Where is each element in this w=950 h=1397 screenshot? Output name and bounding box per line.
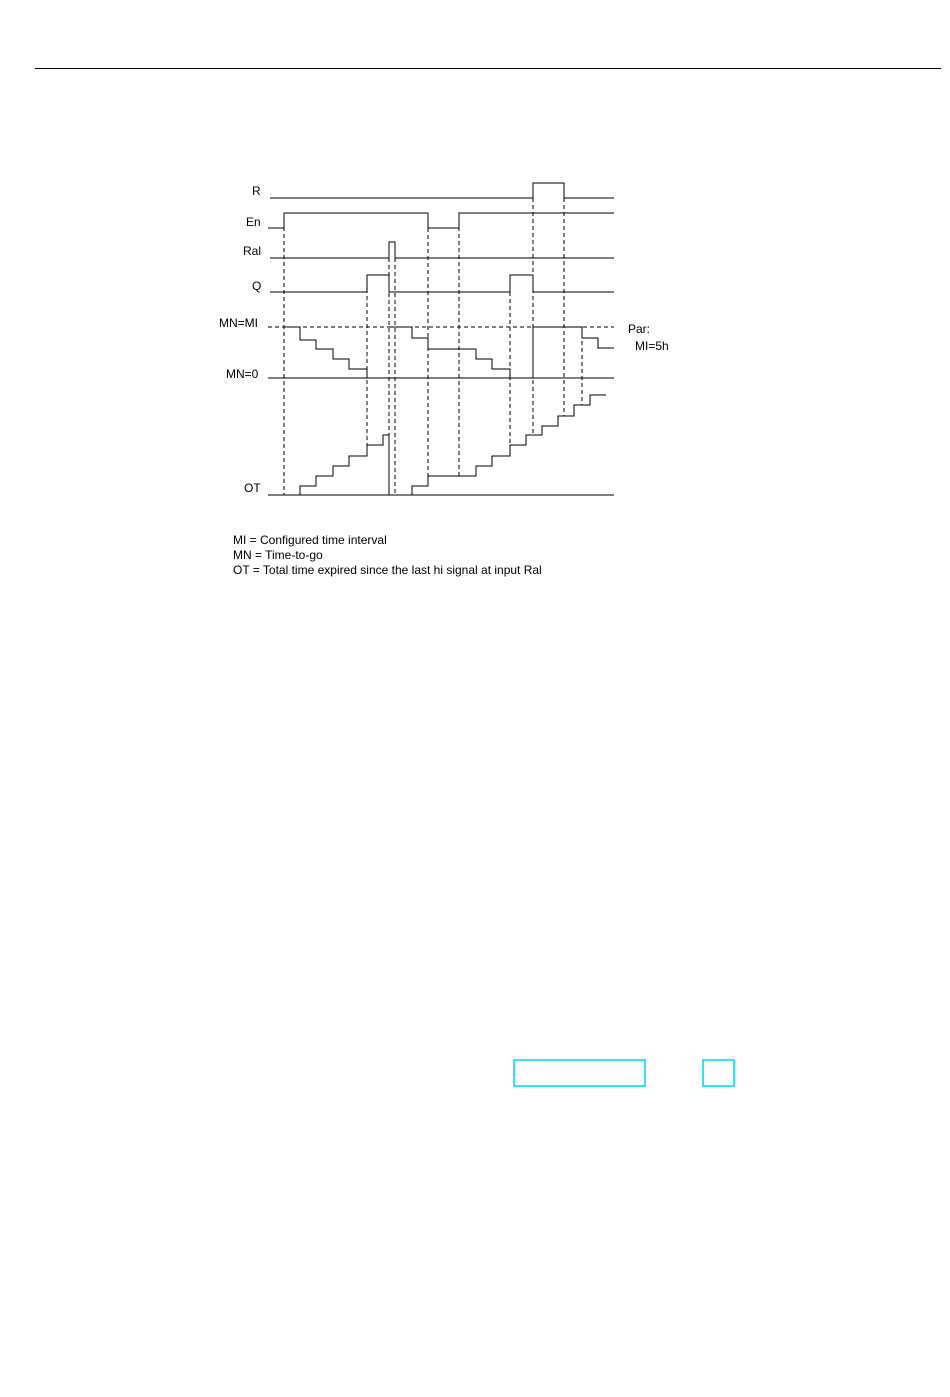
highlight-box-wide (513, 1059, 646, 1087)
highlight-box-small (702, 1059, 735, 1087)
wave-mn-1 (284, 327, 367, 378)
wave-mn-3 (533, 327, 614, 378)
wave-en (268, 213, 614, 228)
wave-ot-2 (412, 395, 606, 495)
wave-ral (270, 242, 614, 258)
wave-q (270, 275, 614, 292)
param-title: Par: (628, 322, 651, 336)
legend (233, 533, 542, 578)
wave-ot-1 (300, 435, 389, 495)
label-en: En (246, 215, 261, 229)
legend-ot: OT = Total time expired since the last hi signal at input Ral (233, 563, 542, 577)
label-ral: Ral (243, 244, 262, 258)
timing-diagram (0, 0, 950, 620)
legend-mn: MN = Time-to-go (233, 548, 323, 562)
legend-mi: MI = Configured time interval (233, 533, 387, 547)
time-guides (284, 198, 582, 495)
wave-mn-2 (389, 327, 510, 378)
label-ot: OT (244, 481, 261, 495)
label-q: Q (252, 279, 262, 293)
label-mn-mi: MN=MI (219, 316, 258, 330)
label-r: R (252, 184, 261, 198)
param-value: MI=5h (635, 339, 669, 353)
label-mn-zero: MN=0 (226, 367, 259, 381)
wave-r (270, 183, 614, 198)
